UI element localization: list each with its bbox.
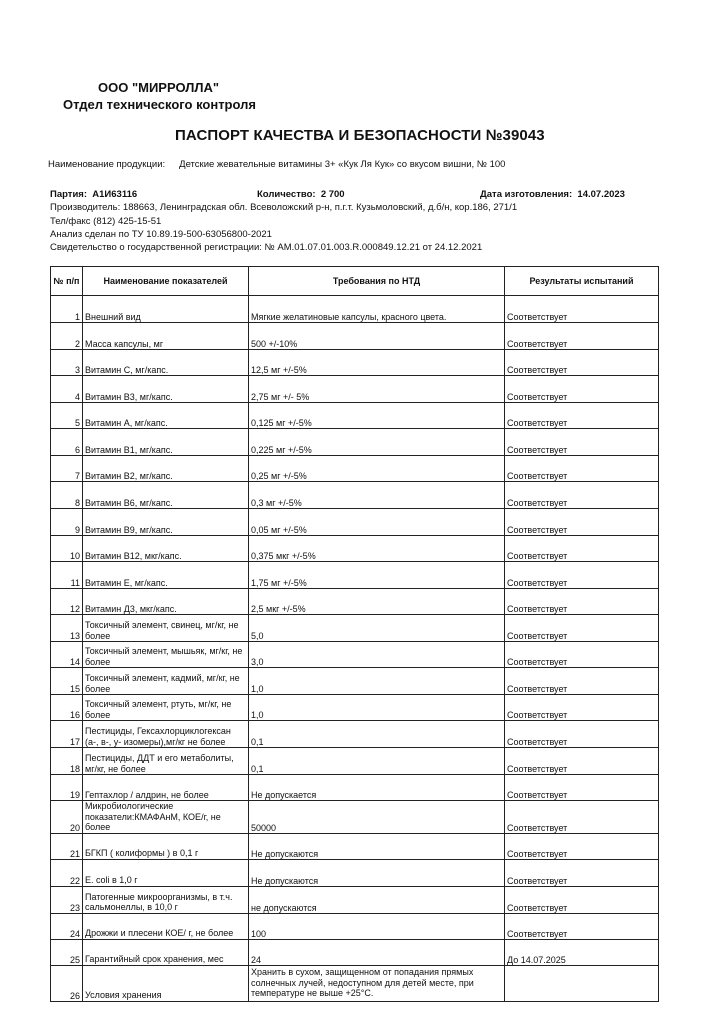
row-requirement: 2,5 мкг +/-5% [249, 589, 505, 615]
table-row [51, 376, 659, 403]
certificate-line: Свидетельство о государственной регистрации: № AM.01.07.01.003.R.000849.12.21 от 24.12.2021 [50, 242, 483, 253]
row-indicator-name: Гарантийный срок хранения, мес [83, 939, 249, 965]
row-indicator-name: Токсичный элемент, ртуть, мг/кг, не более [83, 695, 249, 721]
table-row [51, 296, 659, 323]
table-row [51, 695, 659, 721]
row-requirement: 0,1 [249, 721, 505, 748]
company-name: ООО "МИРРОЛЛА" [98, 80, 220, 95]
row-result: До 14.07.2025 [505, 939, 659, 965]
row-result: Соответствует [505, 456, 659, 482]
row-number: 19 [51, 775, 83, 801]
row-result: Соответствует [505, 536, 659, 562]
table-row [51, 429, 659, 456]
row-result: Соответствует [505, 668, 659, 695]
date-value: 14.07.2023 [577, 189, 625, 200]
row-requirement: 0,1 [249, 748, 505, 775]
table-row [51, 589, 659, 615]
row-number: 23 [51, 886, 83, 913]
row-result: Соответствует [505, 562, 659, 589]
table-row [51, 642, 659, 668]
row-indicator-name: Внешний вид [83, 296, 249, 323]
row-result: Соответствует [505, 429, 659, 456]
party-field [50, 189, 137, 200]
row-requirement: 0,3 мг +/-5% [249, 482, 505, 509]
row-indicator-name: Витамин В6, мг/капс. [83, 482, 249, 509]
row-requirement: Мягкие желатиновые капсулы, красного цвета. [249, 296, 505, 323]
row-requirement: Не допускаются [249, 859, 505, 886]
row-requirement: 500 +/-10% [249, 323, 505, 350]
row-requirement: Хранить в сухом, защищенном от попадания прямых солнечных лучей, недоступном для детей месте, при температуре не выше +25°С. [249, 965, 505, 1001]
row-number: 24 [51, 913, 83, 939]
row-number: 5 [51, 403, 83, 429]
phone-line: Тел/факс (812) 425-15-51 [50, 216, 162, 227]
row-number: 17 [51, 721, 83, 748]
row-result: Соответствует [505, 886, 659, 913]
row-indicator-name: Микробиологические показатели:КМАФАнМ, КОЕ/г, не более [83, 801, 249, 834]
row-indicator-name: E. coli в 1,0 г [83, 859, 249, 886]
quantity-field [257, 189, 345, 200]
row-result: Соответствует [505, 775, 659, 801]
row-result: Соответствует [505, 482, 659, 509]
row-result: Соответствует [505, 801, 659, 834]
header-name: Наименование показателей [83, 267, 249, 296]
row-indicator-name: Пестициды, Гексахлорциклогексан (а-, в-, у- изомеры),мг/кг не более [83, 721, 249, 748]
product-value: Детские жевательные витамины 3+ «Кук Ля Кук» со вкусом вишни, № 100 [179, 159, 506, 170]
row-indicator-name: Витамин В2, мг/капс. [83, 456, 249, 482]
row-requirement: 0,25 мг +/-5% [249, 456, 505, 482]
row-number: 16 [51, 695, 83, 721]
row-indicator-name: Витамин В12, мкг/капс. [83, 536, 249, 562]
table-row [51, 509, 659, 536]
table-row [51, 323, 659, 350]
row-result: Соответствует [505, 642, 659, 668]
row-indicator-name: Дрожжи и плесени КОЕ/ г, не более [83, 913, 249, 939]
row-result: Соответствует [505, 748, 659, 775]
row-indicator-name: Токсичный элемент, мышьяк, мг/кг, не более [83, 642, 249, 668]
department-name: Отдел технического контроля [63, 97, 256, 112]
row-number: 9 [51, 509, 83, 536]
table-row [51, 965, 659, 1001]
row-indicator-name: Масса капсулы, мг [83, 323, 249, 350]
row-result: Соответствует [505, 721, 659, 748]
header-requirements: Требования по НТД [249, 267, 505, 296]
row-result: Соответствует [505, 376, 659, 403]
table-row [51, 748, 659, 775]
row-number: 7 [51, 456, 83, 482]
row-result: Соответствует [505, 403, 659, 429]
row-result: Соответствует [505, 913, 659, 939]
table-header-row [51, 267, 659, 296]
row-requirement: 50000 [249, 801, 505, 834]
row-number: 26 [51, 965, 83, 1001]
header-num: № п/п [51, 267, 83, 296]
quality-table [50, 266, 659, 1002]
row-number: 22 [51, 859, 83, 886]
row-result: Соответствует [505, 695, 659, 721]
row-number: 18 [51, 748, 83, 775]
row-result: Соответствует [505, 615, 659, 642]
row-number: 10 [51, 536, 83, 562]
row-number: 6 [51, 429, 83, 456]
row-indicator-name: Условия хранения [83, 965, 249, 1001]
table-row [51, 801, 659, 834]
row-number: 1 [51, 296, 83, 323]
row-result: Соответствует [505, 589, 659, 615]
analysis-line: Анализ сделан по ТУ 10.89.19-500-63056800-2021 [50, 229, 272, 240]
date-label: Дата изготовления: [480, 189, 573, 200]
table-row [51, 403, 659, 429]
row-requirement: 0,375 мкг +/-5% [249, 536, 505, 562]
manufacturer-line: Производитель: 188663, Ленинградская обл. Всеволожский р-н, п.г.т. Кузьмоловский, д.б/н, кор.186, 271/1 [50, 202, 518, 213]
row-indicator-name: Пестициды, ДДТ и его метаболиты, мг/кг, не более [83, 748, 249, 775]
row-indicator-name: Витамин Д3, мкг/капс. [83, 589, 249, 615]
row-requirement: 2,75 мг +/- 5% [249, 376, 505, 403]
row-indicator-name: Витамин В9, мг/капс. [83, 509, 249, 536]
row-indicator-name: Витамин В3, мг/капс. [83, 376, 249, 403]
table-row [51, 859, 659, 886]
row-requirement: 1,0 [249, 668, 505, 695]
row-result: Соответствует [505, 859, 659, 886]
date-field [480, 189, 625, 200]
table-row [51, 939, 659, 965]
quantity-value: 2 700 [320, 189, 345, 200]
table-row [51, 615, 659, 642]
header-results: Результаты испытаний [505, 267, 659, 296]
row-indicator-name: Витамин Е, мг/капс. [83, 562, 249, 589]
table-row [51, 456, 659, 482]
row-number: 21 [51, 833, 83, 859]
table-row [51, 350, 659, 376]
row-indicator-name: Патогенные микроорганизмы, в т.ч. сальмонеллы, в 10,0 г [83, 886, 249, 913]
row-number: 25 [51, 939, 83, 965]
row-requirement: 0,05 мг +/-5% [249, 509, 505, 536]
row-number: 11 [51, 562, 83, 589]
row-indicator-name: Гептахлор / алдрин, не более [83, 775, 249, 801]
table-row [51, 482, 659, 509]
party-value: А1И63116 [92, 189, 138, 200]
row-number: 13 [51, 615, 83, 642]
row-requirement: 1,75 мг +/-5% [249, 562, 505, 589]
product-line [48, 159, 505, 170]
row-number: 3 [51, 350, 83, 376]
row-requirement: 100 [249, 913, 505, 939]
document-title: ПАСПОРТ КАЧЕСТВА И БЕЗОПАСНОСТИ №39043 [175, 127, 545, 144]
quantity-label: Количество: [257, 189, 316, 200]
row-requirement: не допускаются [249, 886, 505, 913]
row-number: 8 [51, 482, 83, 509]
row-number: 20 [51, 801, 83, 834]
row-result: Соответствует [505, 350, 659, 376]
row-indicator-name: Токсичный элемент, свинец, мг/кг, не более [83, 615, 249, 642]
row-number: 15 [51, 668, 83, 695]
row-requirement: 12,5 мг +/-5% [249, 350, 505, 376]
table-row [51, 668, 659, 695]
row-indicator-name: Токсичный элемент, кадмий, мг/кг, не более [83, 668, 249, 695]
row-indicator-name: Витамин В1, мг/капс. [83, 429, 249, 456]
row-requirement: 1,0 [249, 695, 505, 721]
row-requirement: 3,0 [249, 642, 505, 668]
table-row [51, 775, 659, 801]
row-result: Соответствует [505, 509, 659, 536]
table-row [51, 833, 659, 859]
row-requirement: 0,225 мг +/-5% [249, 429, 505, 456]
row-requirement: Не допускается [249, 775, 505, 801]
row-result: Соответствует [505, 296, 659, 323]
row-result [505, 965, 659, 1001]
row-requirement: 0,125 мг +/-5% [249, 403, 505, 429]
table-row [51, 536, 659, 562]
product-label: Наименование продукции: [48, 159, 166, 170]
row-indicator-name: Витамин С, мг/капс. [83, 350, 249, 376]
table-row [51, 913, 659, 939]
row-number: 2 [51, 323, 83, 350]
party-label: Партия: [50, 189, 87, 200]
row-number: 14 [51, 642, 83, 668]
row-requirement: 24 [249, 939, 505, 965]
row-requirement: 5,0 [249, 615, 505, 642]
row-requirement: Не допускаются [249, 833, 505, 859]
row-result: Соответствует [505, 833, 659, 859]
row-number: 4 [51, 376, 83, 403]
table-row [51, 562, 659, 589]
row-number: 12 [51, 589, 83, 615]
row-result: Соответствует [505, 323, 659, 350]
table-row [51, 886, 659, 913]
row-indicator-name: БГКП ( колиформы ) в 0,1 г [83, 833, 249, 859]
table-row [51, 721, 659, 748]
row-indicator-name: Витамин А, мг/капс. [83, 403, 249, 429]
